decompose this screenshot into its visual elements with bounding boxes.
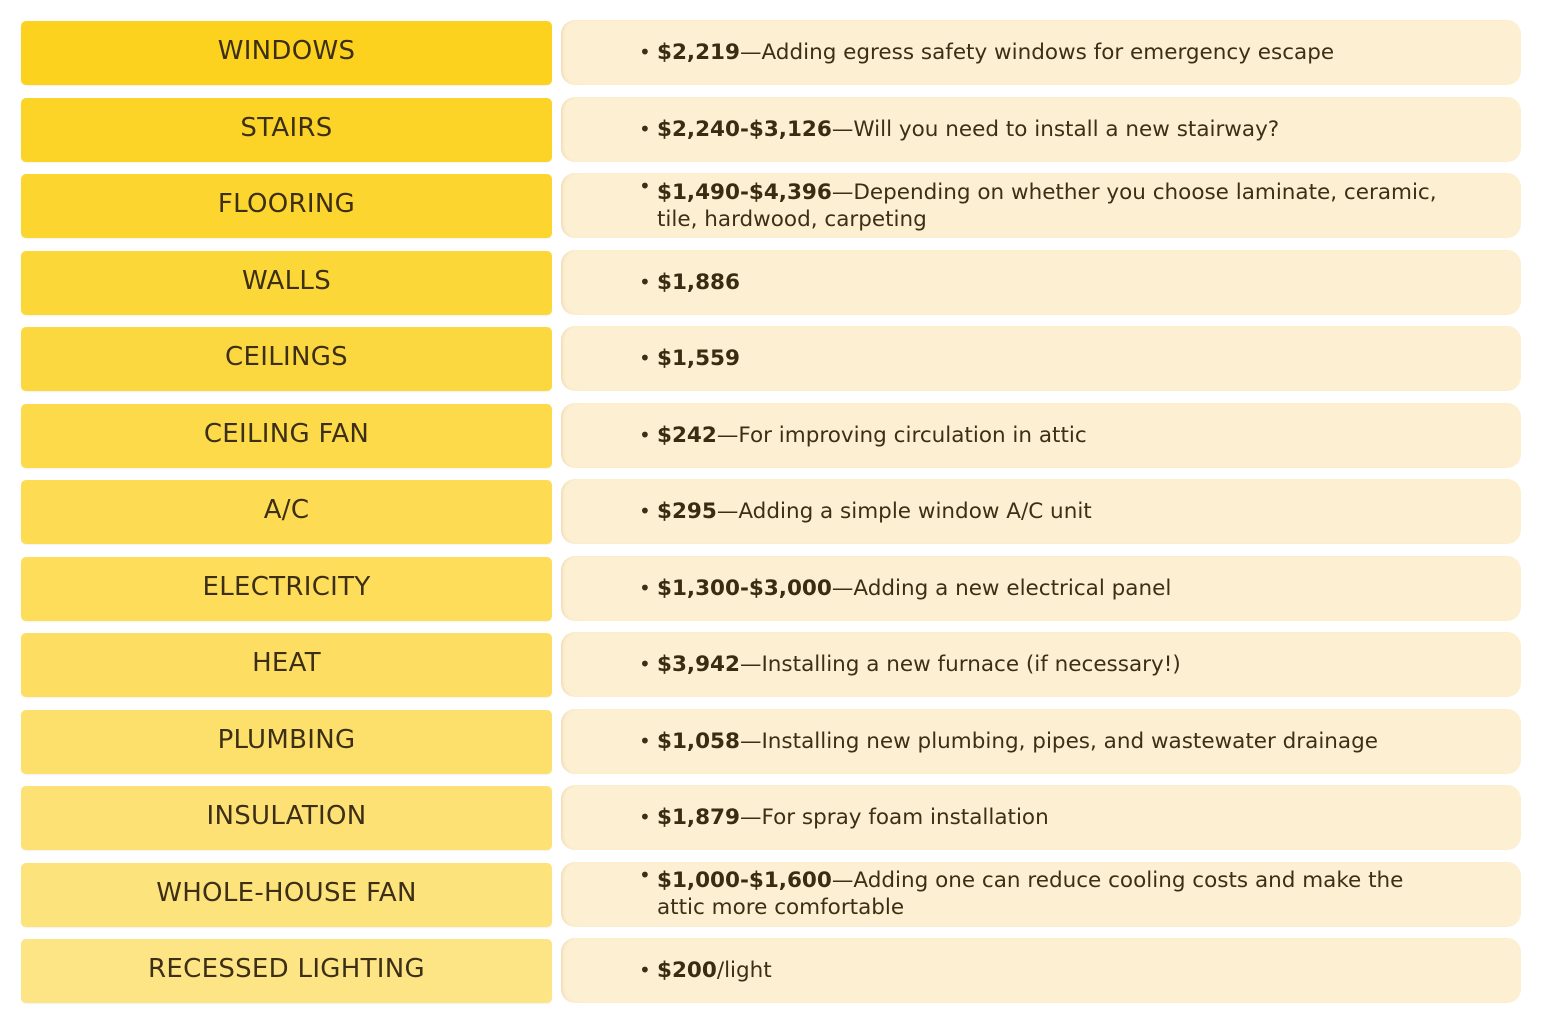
cost-detail (639, 556, 1439, 621)
cost-description: —Adding egress safety windows for emergency escape (739, 40, 1335, 65)
bullet-icon: • (639, 652, 651, 676)
cost-row-8 (21, 556, 1521, 621)
bullet-icon: • (639, 346, 651, 370)
cost-price: $1,058 (657, 728, 740, 754)
cost-row-9 (21, 632, 1521, 697)
category-cell (21, 786, 552, 850)
cost-row-11 (21, 785, 1521, 850)
cost-description: —For spray foam installation (739, 805, 1049, 830)
cost-cell (561, 97, 1521, 162)
cost-description: —Adding a new electrical panel (831, 575, 1172, 601)
cost-description: —For improving circulation in attic (716, 422, 1087, 448)
bullet-icon: • (639, 422, 651, 447)
cost-price: $2,219 (657, 40, 740, 65)
cost-cell (561, 632, 1521, 697)
cost-row-10 (21, 709, 1521, 774)
cost-cell (561, 250, 1521, 315)
cost-price: $295 (657, 499, 717, 524)
category-cell (21, 174, 552, 238)
cost-cell (561, 556, 1521, 621)
cost-detail (639, 403, 1439, 468)
cost-text (657, 804, 1439, 831)
cost-row-4 (21, 250, 1521, 315)
cost-detail (639, 632, 1439, 697)
category-cell (21, 863, 552, 927)
bullet-icon: • (639, 269, 651, 294)
cost-text (657, 345, 1439, 372)
cost-detail (639, 250, 1439, 315)
category-label: A/C (263, 495, 310, 525)
category-label: CEILING FAN (203, 418, 370, 449)
cost-row-3 (21, 173, 1521, 238)
cost-row-12 (21, 862, 1521, 927)
bullet-icon: • (639, 499, 651, 523)
cost-description: —Installing new plumbing, pipes, and wastewater drainage (739, 728, 1378, 754)
cost-price: $242 (657, 422, 717, 448)
cost-cell (561, 403, 1521, 468)
cost-cell (561, 20, 1521, 85)
cost-description: /light (716, 958, 772, 983)
category-label: PLUMBING (217, 724, 356, 755)
cost-description: —Depending on whether you choose laminate, ceramic, tile, hardwood, carpeting (657, 179, 1437, 232)
bullet-icon: • (639, 40, 651, 64)
cost-table (21, 20, 1521, 1015)
cost-detail (639, 326, 1439, 391)
cost-text (657, 116, 1439, 143)
bullet-icon: • (639, 116, 651, 141)
cost-text (657, 728, 1439, 755)
cost-text (657, 498, 1439, 525)
bullet-icon: • (639, 575, 651, 600)
cost-price: $1,300-$3,000 (657, 575, 832, 601)
cost-detail (639, 938, 1439, 1003)
cost-detail (639, 862, 1439, 927)
bullet-icon: • (639, 958, 651, 982)
cost-text (657, 269, 1439, 296)
cost-detail (639, 20, 1439, 85)
category-label: RECESSED LIGHTING (148, 954, 425, 984)
cost-row-6 (21, 403, 1521, 468)
cost-row-7 (21, 479, 1521, 544)
cost-text (657, 179, 1439, 233)
cost-description: —Installing a new furnace (if necessary!) (739, 652, 1181, 677)
cost-detail (639, 785, 1439, 850)
cost-cell (561, 173, 1521, 238)
category-cell (21, 939, 552, 1003)
cost-row-1 (21, 20, 1521, 85)
cost-row-2 (21, 97, 1521, 162)
cost-price: $200 (657, 958, 717, 983)
category-cell (21, 327, 552, 391)
cost-text (657, 422, 1439, 449)
cost-price: $1,490-$4,396 (657, 179, 832, 205)
category-label: ELECTRICITY (202, 571, 371, 602)
bullet-icon: • (639, 174, 651, 198)
cost-cell (561, 479, 1521, 544)
category-cell (21, 710, 552, 774)
cost-price: $1,559 (657, 346, 740, 371)
cost-row-13 (21, 938, 1521, 1003)
cost-text (657, 651, 1439, 678)
cost-text (657, 867, 1439, 921)
category-label: HEAT (252, 648, 321, 678)
category-cell (21, 557, 552, 621)
cost-detail (639, 709, 1439, 774)
category-label: FLOORING (217, 189, 356, 219)
category-label: CEILINGS (225, 342, 348, 372)
bullet-icon: • (639, 805, 651, 829)
cost-detail (639, 479, 1439, 544)
cost-cell (561, 709, 1521, 774)
bullet-icon: • (639, 862, 651, 887)
cost-price: $1,000-$1,600 (657, 868, 832, 893)
cost-detail (639, 173, 1439, 238)
category-cell (21, 251, 552, 315)
category-label: STAIRS (240, 112, 333, 143)
category-cell (21, 98, 552, 162)
cost-description: —Adding one can reduce cooling costs and make the attic more comfortable (657, 868, 1404, 920)
cost-cell (561, 785, 1521, 850)
category-cell (21, 21, 552, 85)
cost-description: —Will you need to install a new stairway? (831, 116, 1280, 142)
category-label: WINDOWS (217, 36, 356, 66)
category-label: WALLS (241, 265, 332, 296)
category-cell (21, 480, 552, 544)
cost-text (657, 39, 1439, 66)
category-label: WHOLE-HOUSE FAN (156, 877, 417, 908)
cost-detail (639, 97, 1439, 162)
cost-description: —Adding a simple window A/C unit (716, 499, 1092, 524)
cost-price: $2,240-$3,126 (657, 116, 832, 142)
bullet-icon: • (639, 728, 651, 753)
cost-cell (561, 862, 1521, 927)
category-cell (21, 633, 552, 697)
cost-row-5 (21, 326, 1521, 391)
cost-cell (561, 326, 1521, 391)
category-cell (21, 404, 552, 468)
cost-text (657, 575, 1439, 602)
cost-price: $1,886 (657, 269, 740, 295)
cost-price: $1,879 (657, 805, 740, 830)
cost-text (657, 957, 1439, 984)
cost-price: $3,942 (657, 652, 740, 677)
cost-cell (561, 938, 1521, 1003)
category-label: INSULATION (206, 801, 367, 831)
